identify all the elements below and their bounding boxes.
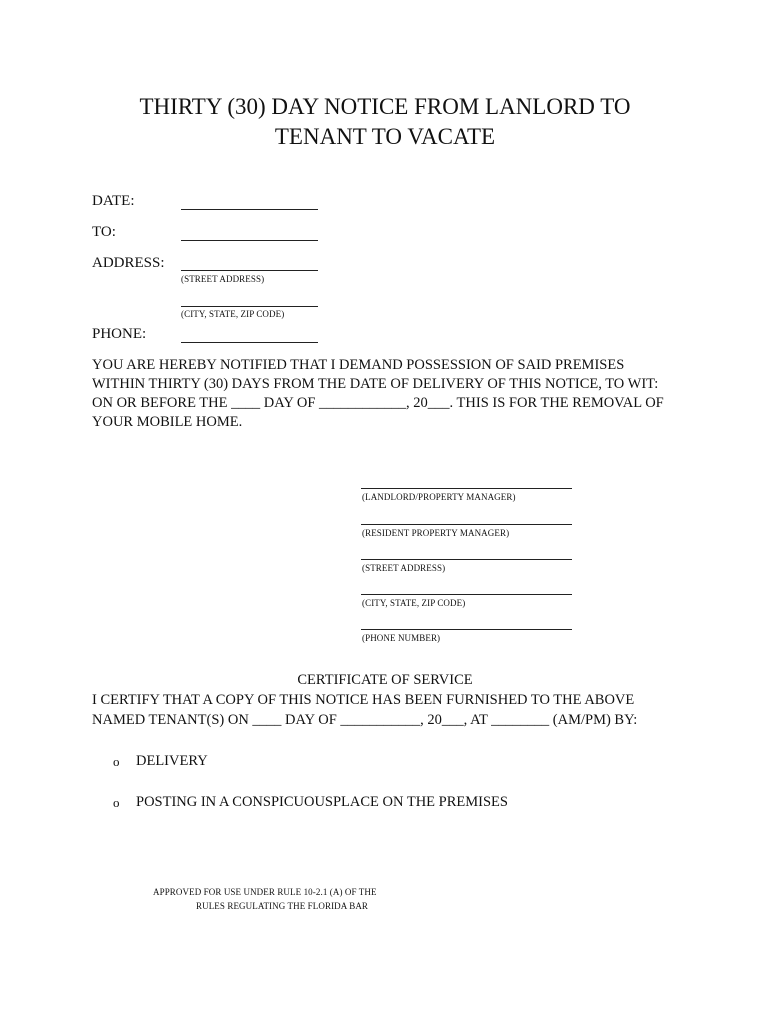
phone-label: PHONE: (92, 326, 147, 342)
street-address-field-line[interactable] (181, 270, 318, 271)
footer-approval-line-1: APPROVED FOR USE UNDER RULE 10-2.1 (A) OF THE (153, 887, 377, 897)
signature-phone-line[interactable] (361, 629, 572, 630)
posting-option-label: POSTING IN A CONSPICUOUSPLACE ON THE PREMISES (136, 794, 508, 810)
resident-manager-line[interactable] (361, 524, 572, 525)
certificate-line-1: I CERTIFY THAT A COPY OF THIS NOTICE HAS BEEN FURNISHED TO THE ABOVE (92, 692, 635, 708)
resident-manager-caption: (RESIDENT PROPERTY MANAGER) (362, 528, 510, 538)
delivery-checkbox[interactable]: o (113, 754, 120, 769)
notice-line-4: YOUR MOBILE HOME. (92, 414, 243, 430)
city-state-zip-caption: (CITY, STATE, ZIP CODE) (181, 309, 285, 319)
to-label: TO: (92, 224, 116, 240)
phone-field-line[interactable] (181, 342, 318, 343)
to-field-line[interactable] (181, 240, 318, 241)
notice-line-3: ON OR BEFORE THE ____ DAY OF ____________, 20___. THIS IS FOR THE REMOVAL OF (92, 395, 664, 411)
landlord-signature-line[interactable] (361, 488, 572, 489)
signature-city-state-zip-line[interactable] (361, 594, 572, 595)
document-title-line-2: TENANT TO VACATE (274, 124, 496, 149)
signature-city-state-zip-caption: (CITY, STATE, ZIP CODE) (362, 598, 466, 608)
landlord-caption: (LANDLORD/PROPERTY MANAGER) (362, 492, 516, 502)
document-title-line-1: THIRTY (30) DAY NOTICE FROM LANLORD TO (139, 94, 631, 119)
signature-street-address-caption: (STREET ADDRESS) (362, 563, 446, 573)
city-state-zip-field-line[interactable] (181, 306, 318, 307)
certificate-line-2: NAMED TENANT(S) ON ____ DAY OF ___________, 20___, AT ________ (AM/PM) BY: (92, 712, 638, 728)
notice-line-1: YOU ARE HEREBY NOTIFIED THAT I DEMAND POSSESSION OF SAID PREMISES (92, 357, 625, 373)
date-field-line[interactable] (181, 209, 318, 210)
date-label: DATE: (92, 193, 135, 209)
address-label: ADDRESS: (92, 255, 165, 271)
footer-approval-line-2: RULES REGULATING THE FLORIDA BAR (196, 901, 369, 911)
signature-phone-caption: (PHONE NUMBER) (362, 633, 441, 643)
delivery-option-label: DELIVERY (136, 753, 208, 769)
signature-street-address-line[interactable] (361, 559, 572, 560)
street-address-caption: (STREET ADDRESS) (181, 274, 265, 284)
posting-checkbox[interactable]: o (113, 795, 120, 810)
certificate-heading: CERTIFICATE OF SERVICE (297, 672, 473, 688)
notice-line-2: WITHIN THIRTY (30) DAYS FROM THE DATE OF DELIVERY OF THIS NOTICE, TO WIT: (92, 376, 659, 392)
